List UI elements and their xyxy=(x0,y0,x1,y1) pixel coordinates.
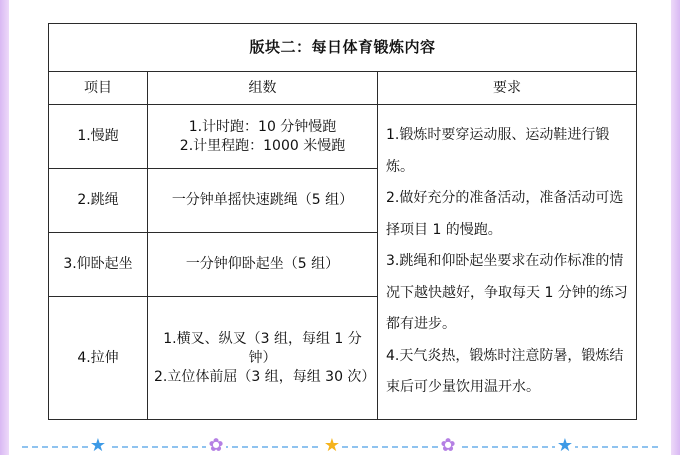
requirements-cell xyxy=(378,105,637,420)
flower-icon: ✿ xyxy=(206,436,226,456)
requirement-paragraph: 4.天气炎热，锻炼时注意防暑，锻炼结束后可少量饮用温开水。 xyxy=(386,347,624,396)
exercise-table xyxy=(48,23,637,420)
row-item: 4.拉伸 xyxy=(49,297,148,420)
group-line: 1.横叉、纵叉（3 组，每组 1 分钟） xyxy=(163,330,362,366)
star-icon: ★ xyxy=(89,435,107,456)
row-group xyxy=(148,105,378,169)
row-group xyxy=(148,169,378,233)
row-item: 1.慢跑 xyxy=(49,105,148,169)
group-line: 一分钟单摇快速跳绳（5 组） xyxy=(171,192,354,208)
group-line: 2.立位体前屈（3 组，每组 30 次） xyxy=(154,368,376,385)
row-item: 3.仰卧起坐 xyxy=(49,233,148,297)
group-line: 1.计时跑：10 分钟慢跑 xyxy=(188,118,337,135)
header-item: 项目 xyxy=(49,72,148,105)
row-group xyxy=(148,233,378,297)
requirement-paragraph: 2.做好充分的准备活动，准备活动可选择项目 1 的慢跑。 xyxy=(386,190,624,238)
group-line: 一分钟仰卧起坐（5 组） xyxy=(185,256,340,272)
group-line: 2.计里程跑：1000 米慢跑 xyxy=(179,137,346,154)
left-frame-border xyxy=(0,0,9,455)
star-icon: ★ xyxy=(323,435,341,456)
header-group: 组数 xyxy=(148,72,378,105)
row-group xyxy=(148,297,378,420)
right-frame-border xyxy=(671,0,680,455)
header-requirement: 要求 xyxy=(378,72,637,105)
star-icon: ★ xyxy=(556,435,574,456)
requirement-paragraph: 3.跳绳和仰卧起坐要求在动作标准的情况下越快越好，争取每天 1 分钟的练习都有进步。 xyxy=(386,253,628,333)
flower-icon: ✿ xyxy=(438,436,458,456)
table-title: 版块二：每日体育锻炼内容 xyxy=(49,24,637,72)
requirement-paragraph: 1.锻炼时要穿运动服、运动鞋进行锻炼。 xyxy=(386,127,610,175)
row-item: 2.跳绳 xyxy=(49,169,148,233)
